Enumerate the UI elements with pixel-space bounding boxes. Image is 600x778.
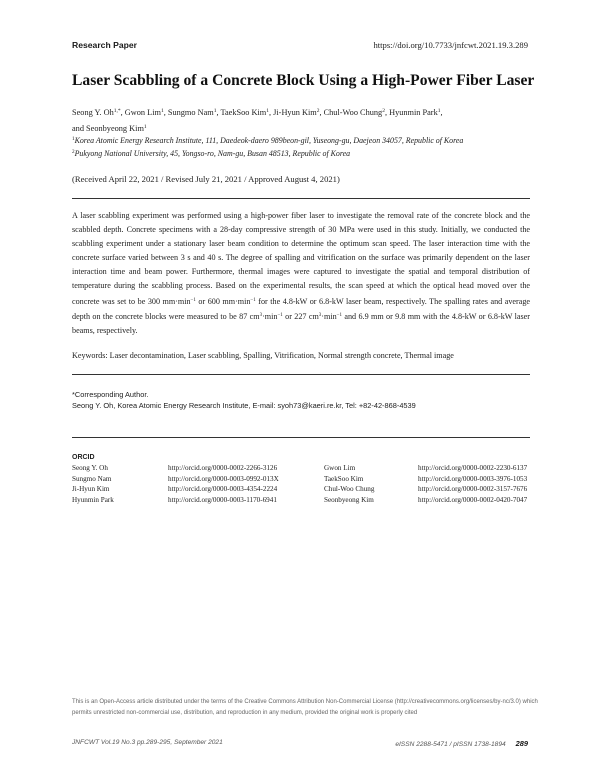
- author: Seong Y. $Oh^{1,*}$,: [72, 108, 125, 117]
- orcid-name: Gwon Lim: [324, 464, 356, 472]
- orcid-name: Sungmo Nam: [72, 474, 112, 483]
- orcid-link[interactable]: http://orcid.org/0000-0002-3157-7676: [418, 485, 528, 494]
- author: Hyunmin Park$^1$,: [389, 108, 443, 117]
- article-type-label: Research Paper: [72, 40, 137, 50]
- orcid-row: [72, 464, 542, 475]
- issn-and-page: [395, 739, 528, 748]
- orcid-row: [72, 475, 542, 486]
- author: TaekSoo Kim$^1$,: [220, 108, 274, 117]
- orcid-link[interactable]: http://orcid.org/0000-0003-4354-2224: [168, 485, 278, 494]
- issn: eISSN 2288-5471 / pISSN 1738-1894: [395, 741, 506, 748]
- orcid-row: [72, 496, 542, 507]
- author-list: [72, 104, 532, 136]
- orcid-name: TaekSoo Kim: [324, 474, 364, 483]
- orcid-link[interactable]: http://orcid.org/0000-0003-0992-013X: [168, 474, 279, 483]
- corresponding-contact: Seong Y. Oh, Korea Atomic Energy Research Institute, E-mail: syoh73@kaeri.re.kr, Tel: +82-42-868-4539: [72, 401, 416, 410]
- orcid-row: [72, 485, 542, 496]
- orcid-link[interactable]: http://orcid.org/0000-0002-0420-7047: [418, 496, 528, 505]
- orcid-heading: ORCID: [72, 454, 95, 461]
- doi-link[interactable]: https://doi.org/10.7733/jnfcwt.2021.19.3.289: [373, 40, 528, 50]
- author: Gwon Lim$^1$,: [124, 108, 168, 117]
- page-number: 289: [515, 739, 528, 748]
- license-notice: This is an Open-Access article distributed under the terms of the Creative Commons Attribution Non-Commercial License (http://creativecommons.org/licenses/by-nc/3.0) which permits unrestricted non-commercial use, distribution, and reproduction in any medium, provided the original work is properly cited: [72, 699, 538, 716]
- orcid-name: Hyunmin Park: [72, 496, 114, 505]
- corresponding-heading: *Corresponding Author.: [72, 390, 149, 399]
- keywords: Keywords: Laser decontamination, Laser scabbling, Spalling, Vitrification, Normal strength concrete, Thermal image: [72, 351, 454, 360]
- divider: [72, 198, 530, 199]
- divider: [72, 437, 530, 438]
- author: Chul-Woo Chung$^2$,: [323, 108, 390, 117]
- affiliation: $^2$Pukyong National University, 45, Yongso-ro, Nam-gu, Busan 48513, Republic of Korea: [72, 149, 351, 158]
- orcid-link[interactable]: http://orcid.org/0000-0003-1170-6941: [168, 496, 277, 505]
- paper-title: Laser Scabbling of a Concrete Block Using a High-Power Fiber Laser: [72, 72, 535, 89]
- orcid-name: Seong Y. Oh: [72, 464, 108, 472]
- author: and Seonbyeong Kim$^1$: [72, 124, 147, 133]
- corresponding-author: [72, 389, 530, 411]
- abstract: A laser scabbling experiment was performed using a high-power fiber laser to investigate the removal rate of the concrete block and the scabbled depth. Concrete specimens with a 28-day compressive strength of 30 MPa were used in this study. Initially, we conducted the scabbling experiment under a stationary laser beam condition to determine the optimum scan speed. The laser interaction time with the concrete surface varied between 3 s and 40 s. The degree of spalling and vitrification on the surface was primarily dependent on the laser interaction time and beam power. Furthermore, thermal images were captured to investigate the spatial and temporal distribution of temperature during the scabbling process. Based on the experimental results, the scan speed at which the optical head moved over the concrete was set to be 300 $mm\cdot\min^{-1}$ or 600 $mm\cdot\min^{-1}$ for the 4.8-kW or 6.8-kW laser beam, respectively. The spalling rates and average depth on the concrete blocks were measured to be 87 $cm^3\cdot\min^{-1}$ or 227 $cm^3\cdot\min^{-1}$ and 6.9 mm or 9.8 mm with the 4.8-kW or 6.8-kW laser beams, respectively.: [72, 211, 530, 335]
- orcid-name: Ji-Hyun Kim: [72, 485, 110, 494]
- orcid-table: [72, 464, 542, 507]
- submission-dates: (Received April 22, 2021 / Revised July 21, 2021 / Approved August 4, 2021): [72, 174, 340, 184]
- author: Sungmo Nam$^1$,: [167, 108, 221, 117]
- orcid-link[interactable]: http://orcid.org/0000-0003-3976-1053: [418, 474, 528, 483]
- journal-citation: JNFCWT Vol.19 No.3 pp.289-295, September 2021: [72, 739, 223, 746]
- orcid-link[interactable]: http://orcid.org/0000-0002-2230-6137: [418, 464, 528, 472]
- orcid-name: Chul-Woo Chung: [324, 485, 375, 494]
- page-footer: [72, 739, 528, 751]
- orcid-link[interactable]: http://orcid.org/0000-0002-2266-3126: [168, 464, 278, 472]
- affiliation: $^1$Korea Atomic Energy Research Institute, 111, Daedeok-daero 989beon-gil, Yuseong-gu, Daejeon 34057, Republic of Korea: [72, 136, 464, 145]
- orcid-name: Seonbyeong Kim: [324, 496, 374, 505]
- author: Ji-Hyun Kim$^2$,: [273, 108, 324, 117]
- divider: [72, 374, 530, 375]
- page-header: [72, 40, 528, 54]
